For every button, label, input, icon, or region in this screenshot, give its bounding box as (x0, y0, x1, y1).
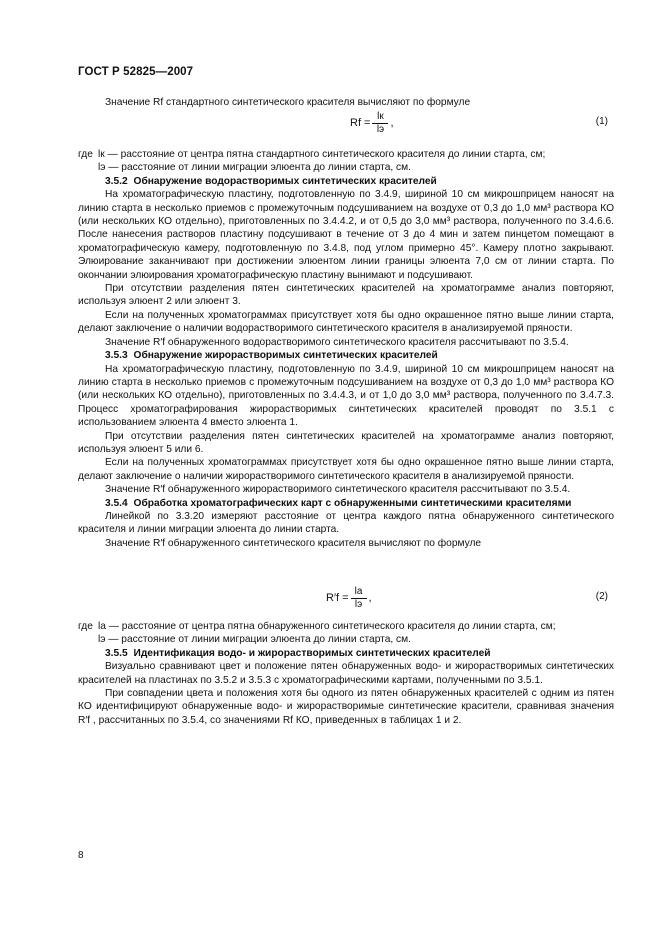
formula-1-numerator: lк (377, 110, 384, 122)
formula-1-fraction (372, 111, 388, 136)
where-line: lэ — расстояние от линии миграции элюента до линии старта, см. (98, 634, 411, 646)
paragraph: Если на полученных хроматограммах присутствует хотя бы одно окрашенное пятно выше линии старта, делают заключение о наличии жирорастворимого синтетического красителя в анализируемой пряности. (78, 457, 614, 482)
formula-2-denominator: lэ (354, 598, 363, 610)
formula-1-expression (350, 108, 394, 138)
formula-2-tail: , (368, 592, 372, 604)
paragraph: На хроматографическую пластину, подготовленную по 3.4.9, шириной 10 см микрошприцем наносят на линию старта в несколько приемов с промежуточным подсушиванием на воздухе от 0,3 до 1,0 мм³ раствора КО (или нескольких КО отдельно), приготовленных по 3.4.4.2, и от 0,5 до 3,0 мм³ раствора, полученного по 3.4.6.6. После нанесения растворов пластину подсушивают в течение от 3 до 4 мин и затем пинцетом помещают в хроматографическую камеру, подготовленную по 3.4.8, под углом примерно 45°. Камеру плотно закрывают. Элюирование заканчивают при достижении элюентом линии границы элюента 7,0 см от линии старта. По окончании элюирования хроматографическую пластину вынимают и подсушивают. (78, 189, 614, 281)
paragraph: Значение R′f обнаруженного водорастворимого синтетического красителя рассчитывают по 3.5.4. (105, 336, 569, 348)
formula-2-numerator: lа (354, 585, 363, 597)
main-text (78, 148, 614, 550)
page-number: 8 (78, 850, 84, 861)
section-heading-3-5-5: 3.5.5 Идентификация водо- и жирорастворимых синтетических красителей (105, 647, 491, 659)
where-line: где lк — расстояние от центра пятна стандартного синтетического красителя до линии старта, см; (78, 149, 546, 160)
paragraph: Значение R′f обнаруженного жирорастворимого синтетического красителя рассчитывают по 3.5.4. (105, 484, 571, 496)
paragraph: Линейкой по 3.3.20 измеряют расстояние от центра каждого пятна обнаруженного синтетического красителя и линии миграции элюента до линии старта. (78, 510, 614, 536)
section-heading-3-5-3: 3.5.3 Обнаружение жирорастворимых синтетических красителей (105, 350, 438, 362)
paragraph: При совпадении цвета и положения хотя бы одного из пятен обнаруженных красителей с одним из пятен КО идентифицируют обнаруженные водо- и жирорастворимые синтетические красители, сравнивая значения R′f , рассчитанных по 3.5.4, со значениями Rf КО, приведенных в таблицах 1 и 2. (78, 688, 614, 726)
intro-paragraph: Значение Rf стандартного синтетического красителя вычисляют по формуле (105, 97, 471, 108)
formula-1-denominator: lэ (376, 123, 385, 135)
lower-text (78, 620, 614, 727)
formula-2-expression (326, 583, 372, 613)
paragraph: На хроматографическую пластину, подготовленную по 3.4.9, шириной 10 см микрошприцем наносят на линию старта в несколько приемов с промежуточным подсушиванием на воздухе от 0,3 до 1,0 мм³ раствора КО (или нескольких КО отдельно), приготовленных по 3.4.4.3, и от 1,0 до 3,0 мм³ раствора, полученного по 3.4.7.3. Процесс хроматографирования жирорастворимых синтетических красителей проводят по 3.5.1 с использованием элюента 4 вместо элюента 1. (78, 363, 614, 429)
paragraph: Если на полученных хроматограммах присутствует хотя бы одно окрашенное пятно выше линии старта, делают заключение о наличии водорастворимого синтетического красителя в анализируемой пряности. (78, 309, 614, 335)
formula-2 (78, 583, 614, 613)
paragraph: Визуально сравнивают цвет и положение пятен обнаруженных водо- и жирорастворимых синтетических красителей на пластинах по 3.5.2 и 3.5.3 с хроматографическими картами, полученными по 3.5.1. (78, 661, 614, 686)
paragraph: При отсутствии разделения пятен синтетических красителей на хроматограмме анализ повторяют, используя элюент 2 или элюент 3. (78, 283, 614, 308)
section-heading-3-5-2: 3.5.2 Обнаружение водорастворимых синтетических красителей (105, 175, 437, 187)
formula-2-number: (2) (595, 591, 608, 602)
formula-1-number: (1) (595, 116, 608, 127)
paragraph: Значение R′f обнаруженного синтетического красителя вычисляют по формуле (105, 537, 482, 549)
formula-1-tail: , (390, 117, 394, 129)
formula-1-lhs: Rf = (350, 117, 371, 129)
section-heading-3-5-4: 3.5.4 Обработка хроматографических карт с обнаруженными синтетическими красителями (105, 497, 572, 509)
where-line: где lа — расстояние от центра пятна обнаруженного синтетического красителя до линии старта, см; (78, 621, 556, 632)
formula-2-fraction (351, 586, 367, 611)
paragraph: При отсутствии разделения пятен синтетических красителей на хроматограмме анализ повторяют, используя элюент 5 или 6. (78, 430, 614, 455)
formula-1 (78, 108, 614, 138)
formula-2-lhs: R′f = (326, 592, 349, 604)
standard-header: ГОСТ Р 52825—2007 (78, 66, 194, 78)
where-line: lэ — расстояние от линии миграции элюента до линии старта, см. (98, 162, 411, 174)
